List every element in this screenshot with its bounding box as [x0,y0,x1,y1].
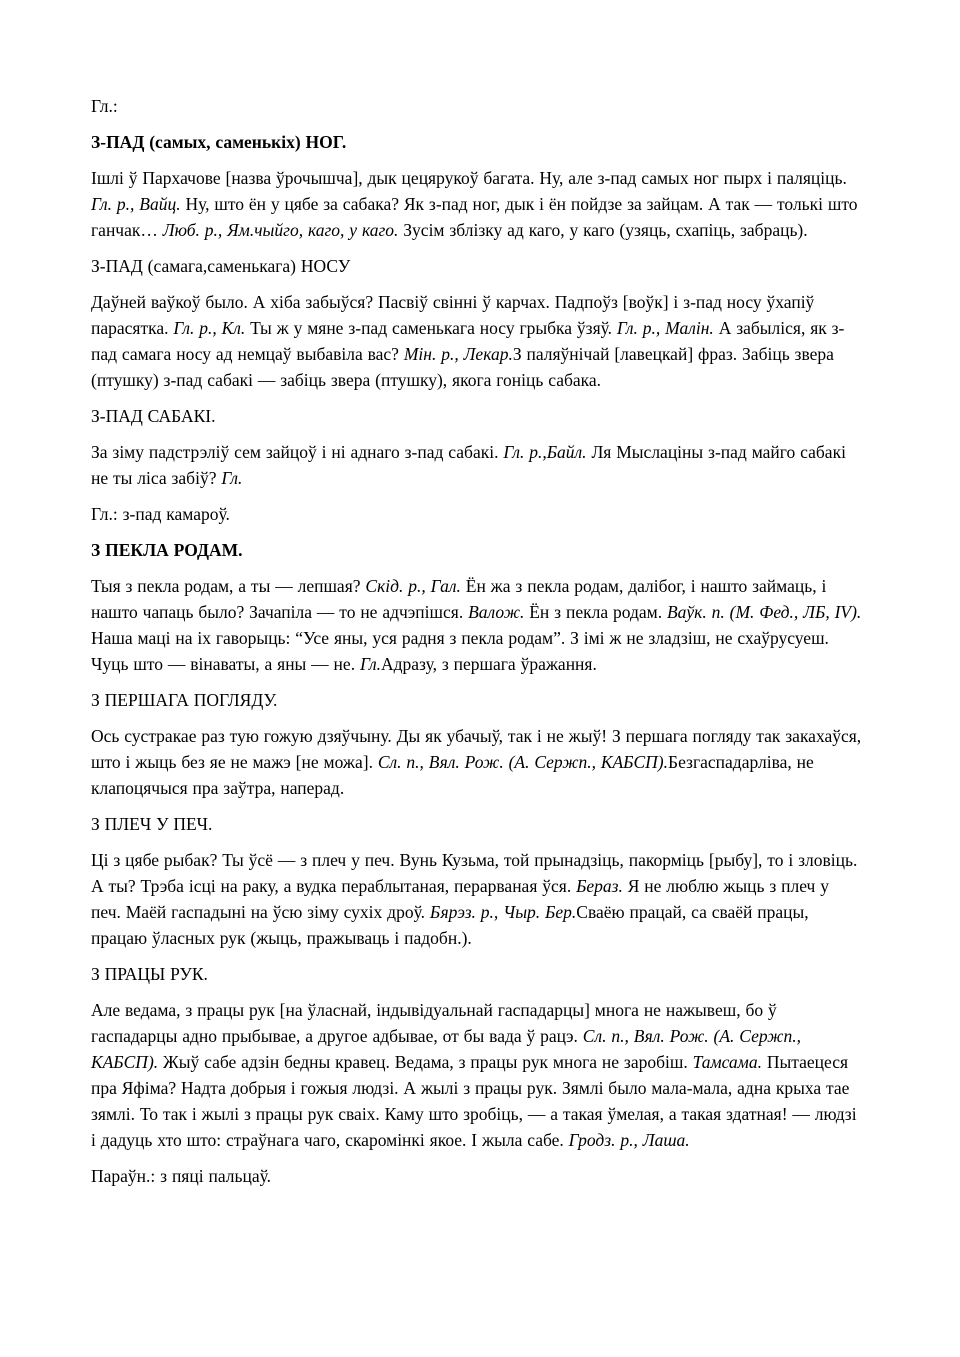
entry-body-z-pekla-rodam: Тыя з пекла родам, а ты — лепшая? Скід. р., Гал. Ён жа з пекла родам, далібог, і нашто займаць, і нашто чапаць было? Зачапіла — то не адчэпішся. Валож. Ён з пекла родам. Ваўк. п. (М. Фед., ЛБ, IV). Наша маці на іх гаворыць: “Усе яны, уся радня з пекла родам”. З імі ж не зладзіш, не схаўрусуеш. Чуць што — вінаваты, а яны — не. Гл.Адразу, з першага ўражання. [91,576,862,674]
entry-body-z-plech-u-pech: Ці з цябе рыбак? Ты ўсё — з плеч у печ. Вунь Кузьма, той прынадзіць, пакорміць [рыбу], то і зловіць. А ты? Трэба ісці на раку, а вудка пераблытаная, перарваная ўся. Бераз. Я не люблю жыць з плеч у печ. Маёй гаспадыні на ўсю зіму сухіх дроў. Бярэз. р., Чыр. Бер.Сваёю працай, са сваёй працы, працаю ўласных рук (жыць, пражываць і падобн.). [91,850,858,948]
compare-note: Параўн.: з пяці пальцаў. [91,1166,271,1186]
see-also-note: Гл.: з-пад камароў. [91,504,230,524]
entry-heading-z-pad-nog: З-ПАД (самых, саменькіх) НОГ. [91,132,347,152]
entry-heading-z-pekla-rodam: З ПЕКЛА РОДАМ. [91,540,243,560]
entry-body-z-pad-sabaki: За зіму падстрэліў сем зайцоў і ні аднаго з-пад сабакі. Гл. р.,Байл. Ля Мыслаціны з-пад майго сабакі не ты ліса забіў? Гл. [91,442,846,488]
entry-body-z-pad-nosu: Даўней ваўкоў было. А хіба забыўся? Пасвіў свінні ў карчах. Падпоўз [воўк] і з-пад носу ўхапіў парасятка. Гл. р., Кл. Ты ж у мяне з-пад саменькага носу грыбка ўзяў. Гл. р., Малін. А забыліся, як з-пад самага носу ад немцаў выбавіла вас? Мін. р., Лекар.З паляўнічай [лавецкай] фраз. Забіць звера (птушку) з-пад сабакі — забіць звера (птушку), якога гоніць сабака. [91,292,845,390]
entry-body-z-pratsy-ruk: Але ведама, з працы рук [на ўласнай, індывідуальнай гаспадарцы] многа не нажывеш, бо ў гаспадарцы адно прыбывае, а другое адбывае, от бы вада ў рацэ. Сл. п., Вял. Рож. (А. Сержп., КАБСП). Жыў сабе адзін бедны кравец. Ведама, з працы рук многа не заробіш. Тамсама. Пытаецеся пра Яфіма? Надта добрыя і гожыя людзі. А жылі з працы рук. Зямлі было мала-мала, адна крыха тае зямлі. То так і жылі з працы рук сваіх. Каму што зробіць, — а такая ўмелая, а такая здатная! — людзі і дадуць хто што: страўнага чаго, скаромінкі якое. І жыла сабе. Гродз. р., Лаша. [91,1000,857,1150]
see-also-label: Гл.: [91,96,118,116]
entry-heading-z-pratsy-ruk: З ПРАЦЫ РУК. [91,964,208,984]
entry-heading-z-pershaga-poglyadu: З ПЕРШАГА ПОГЛЯДУ. [91,690,278,710]
entry-heading-z-pad-sabaki: З-ПАД САБАКІ. [91,406,216,426]
entry-body-z-pad-nog: Ішлі ў Пархачове [назва ўрочышча], дык цецярукоў багата. Ну, але з-пад самых ног пырх і паляціць. Гл. р., Вайц. Ну, што ён у цябе за сабака? Як з-пад ног, дык і ён пойдзе за зайцам. А так — толькі што ганчак… Люб. р., Ям.чыйго, каго, у каго. Зусім зблізку ад каго, у каго (узяць, схапіць, забраць). [91,168,858,240]
entry-heading-z-pad-nosu: З-ПАД (самага,саменькага) НОСУ [91,256,351,276]
entry-heading-z-plech-u-pech: З ПЛЕЧ У ПЕЧ. [91,814,213,834]
entry-body-z-pershaga-poglyadu: Ось сустракае раз тую гожую дзяўчыну. Ды як убачыў, так і не жыў! З першага погляду так закахаўся, што і жыць без яе не мажэ [не можа]. Сл. п., Вял. Рож. (А. Сержп., КАБСП).Безгаспадарліва, не клапоцячыся пра заўтра, наперад. [91,726,862,798]
document-body [91,93,863,1189]
